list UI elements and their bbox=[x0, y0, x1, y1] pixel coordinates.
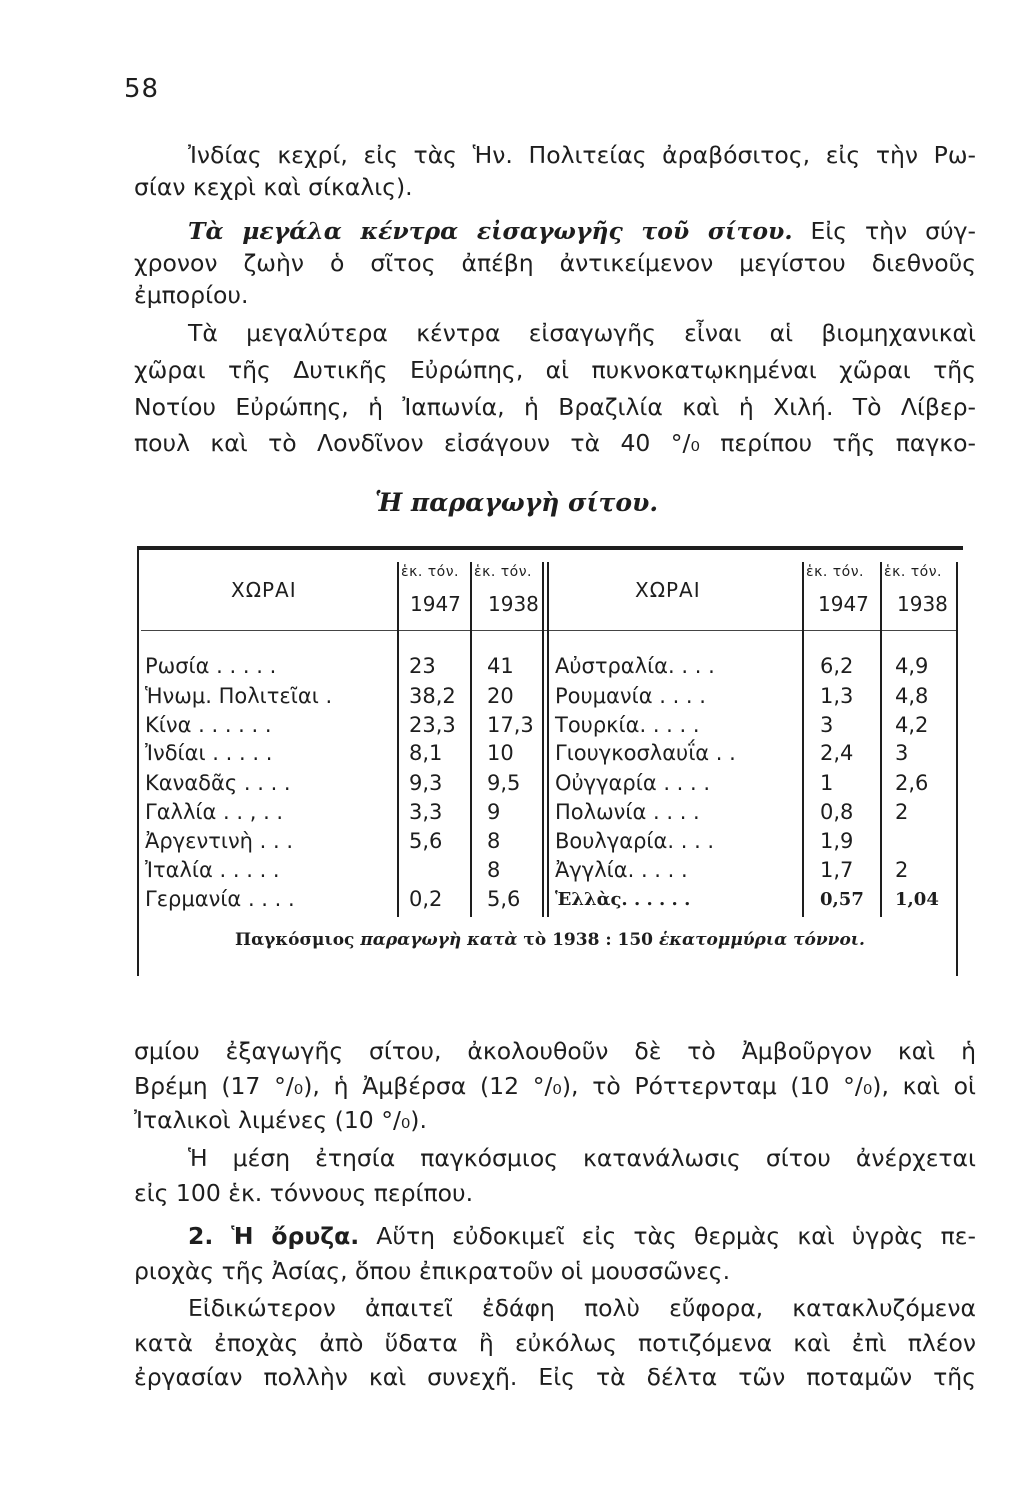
text-line: Ἡ μέση ἐτησία παγκόσμιος κατανάλωσις σίτου ἀνέρχεται bbox=[188, 1144, 976, 1172]
table-cell-1947: 1 bbox=[820, 771, 834, 795]
text-line: Νοτίου Εὐρώπης, ἡ Ἰαπωνία, ἡ Βραζιλία καὶ ἡ Χιλή. Τὸ Λίβερ- bbox=[134, 393, 976, 421]
table-cell-1938: 2 bbox=[895, 858, 909, 882]
text-line: εἰς 100 ἑκ. τόννους περίπου. bbox=[134, 1179, 474, 1207]
header-unit: ἑκ. τόν. bbox=[401, 564, 459, 580]
text-line: σμίου ἐξαγωγῆς σίτου, ἀκολουθοῦν δὲ τὸ Ἀμβοῦργον καὶ ἡ bbox=[134, 1037, 976, 1065]
text-line: ἐμπορίου. bbox=[134, 281, 249, 309]
table-cell-1938: 10 bbox=[487, 741, 514, 765]
table-divider bbox=[802, 562, 804, 917]
table-cell-1947: 0,2 bbox=[409, 887, 443, 911]
table-cell-1947: 1,9 bbox=[820, 829, 854, 853]
page-number: 58 bbox=[124, 74, 160, 104]
table-cell-1947: 23,3 bbox=[409, 713, 456, 737]
table-cell-1947: 6,2 bbox=[820, 654, 854, 678]
text-line: σίαν κεχρὶ καὶ σίκαλις). bbox=[134, 173, 413, 201]
table-cell-1938: 4,2 bbox=[895, 713, 929, 737]
header-unit: ἑκ. τόν. bbox=[474, 564, 532, 580]
table-cell-country: Ἀγγλία. . . . . bbox=[555, 858, 688, 882]
table-cell-country: Ἑλλὰς. . . . . . bbox=[555, 889, 691, 910]
table-cell-1947: 1,7 bbox=[820, 858, 854, 882]
table-cell-country: Βουλγαρία. . . . bbox=[555, 829, 715, 853]
table-cell-1947: 23 bbox=[409, 654, 436, 678]
table-border-left bbox=[137, 550, 139, 976]
table-cell-country: Πολωνία . . . . bbox=[555, 800, 700, 824]
section-heading: Τὰ μεγάλα κέντρα εἰσαγωγῆς τοῦ σίτου. bbox=[188, 217, 793, 245]
header-year-1947: 1947 bbox=[410, 592, 461, 616]
table-cell-country: Ρουμανία . . . . bbox=[555, 684, 706, 708]
text-line: χρονον ζωὴν ὁ σῖτος ἀπέβη ἀντικείμενον μεγίστου διεθνοῦς bbox=[134, 249, 976, 277]
table-cell-1938: 5,6 bbox=[487, 887, 521, 911]
header-year-1947: 1947 bbox=[818, 592, 869, 616]
table-cell-1947: 2,4 bbox=[820, 741, 854, 765]
table-cell-1938: 9 bbox=[487, 800, 501, 824]
table-cell-country: Ἀργεντινὴ . . . bbox=[145, 829, 294, 853]
header-countries: ΧΩΡΑΙ bbox=[231, 578, 297, 602]
table-cell-1947: 0,57 bbox=[820, 889, 864, 910]
section-heading-line: 2. Ἡ ὄρυζα. Αὕτη εὐδοκιμεῖ εἰς τὰς θερμὰς καὶ ὑγρὰς πε- bbox=[188, 1222, 976, 1250]
table-cell-1947: 8,1 bbox=[409, 741, 443, 765]
table-divider bbox=[880, 562, 882, 917]
table-divider bbox=[397, 562, 399, 917]
table-cell-1938: 4,9 bbox=[895, 654, 929, 678]
header-countries: ΧΩΡΑΙ bbox=[635, 578, 701, 602]
text-line: κατὰ ἐποχὰς ἀπὸ ὕδατα ἢ εὐκόλως ποτιζόμενα καὶ ἐπὶ πλέον bbox=[134, 1329, 976, 1357]
table-top-rule bbox=[137, 546, 963, 550]
table-footnote: Παγκόσμιος παραγωγὴ κατὰ τὸ 1938 : 150 ἑκατομμύρια τόννοι. bbox=[235, 930, 865, 950]
section-heading-line: Τὰ μεγάλα κέντρα εἰσαγωγῆς τοῦ σίτου. Εἰς τὴν σύγ- bbox=[188, 217, 976, 245]
table-cell-1938: 1,04 bbox=[895, 889, 939, 910]
text-line: ριοχὰς τῆς Ἀσίας, ὅπου ἐπικρατοῦν οἱ μουσσῶνες. bbox=[134, 1257, 731, 1285]
table-cell-1947: 1,3 bbox=[820, 684, 854, 708]
table-cell-1947: 5,6 bbox=[409, 829, 443, 853]
header-year-1938: 1938 bbox=[488, 592, 539, 616]
table-border-right bbox=[956, 562, 958, 976]
table-cell-country: Ἰταλία . . . . . bbox=[145, 858, 280, 882]
wheat-production-table bbox=[137, 546, 963, 976]
text-line: Ἰνδίας κεχρί, εἰς τὰς Ἡν. Πολιτείας ἀραβόσιτος, εἰς τὴν Ρω- bbox=[188, 141, 976, 169]
table-cell-country: Οὐγγαρία . . . . bbox=[555, 771, 711, 795]
text-line: Τὰ μεγαλύτερα κέντρα εἰσαγωγῆς εἶναι αἱ βιομηχανικαὶ bbox=[188, 319, 976, 347]
table-cell-1938: 2,6 bbox=[895, 771, 929, 795]
table-cell-country: Ἡνωμ. Πολιτεῖαι . bbox=[145, 684, 333, 708]
table-cell-country: Γερμανία . . . . bbox=[145, 887, 295, 911]
table-cell-country: Καναδᾶς . . . . bbox=[145, 771, 291, 795]
text-line: χῶραι τῆς Δυτικῆς Εὐρώπης, αἱ πυκνοκατῳκημέναι χῶραι τῆς bbox=[134, 356, 976, 384]
table-divider bbox=[470, 562, 472, 917]
section-heading: 2. Ἡ ὄρυζα. bbox=[188, 1222, 360, 1250]
table-cell-1938: 3 bbox=[895, 741, 909, 765]
table-title: Ἡ παραγωγὴ σίτου. bbox=[374, 488, 659, 517]
table-cell-1938: 20 bbox=[487, 684, 514, 708]
text-line: ἐργασίαν πολλὴν καὶ συνεχῆ. Εἰς τὰ δέλτα τῶν ποταμῶν τῆς bbox=[134, 1363, 976, 1391]
text-line: Εἰδικώτερον ἀπαιτεῖ ἐδάφη πολὺ εὔφορα, κατακλυζόμενα bbox=[188, 1294, 976, 1322]
table-cell-1938: 17,3 bbox=[487, 713, 534, 737]
table-cell-1947: 3,3 bbox=[409, 800, 443, 824]
table-cell-country: Κίνα . . . . . . bbox=[145, 713, 272, 737]
text-line: πουλ καὶ τὸ Λονδῖνον εἰσάγουν τὰ 40 °/₀ περίπου τῆς παγκο- bbox=[134, 429, 976, 457]
header-unit: ἑκ. τόν. bbox=[806, 564, 864, 580]
text-line: Ἰταλικοὶ λιμένες (10 °/₀). bbox=[134, 1106, 427, 1134]
table-cell-country: Αὐστραλία. . . . bbox=[555, 654, 715, 678]
table-cell-country: Γαλλία . . , . . bbox=[145, 800, 284, 824]
table-divider bbox=[547, 562, 549, 917]
table-cell-1938: 41 bbox=[487, 654, 514, 678]
table-cell-1947: 38,2 bbox=[409, 684, 456, 708]
text-line: Βρέμη (17 °/₀), ἡ Ἀμβέρσα (12 °/₀), τὸ Ρόττερνταμ (10 °/₀), καὶ οἱ bbox=[134, 1072, 976, 1100]
table-cell-1947: 9,3 bbox=[409, 771, 443, 795]
header-year-1938: 1938 bbox=[897, 592, 948, 616]
table-cell-1938: 4,8 bbox=[895, 684, 929, 708]
table-cell-country: Τουρκία. . . . . bbox=[555, 713, 700, 737]
table-cell-country: Ρωσία . . . . . bbox=[145, 654, 277, 678]
table-cell-1938: 8 bbox=[487, 858, 501, 882]
table-cell-1938: 8 bbox=[487, 829, 501, 853]
table-cell-1938: 9,5 bbox=[487, 771, 521, 795]
table-cell-country: Ἰνδίαι . . . . . bbox=[145, 741, 273, 765]
table-divider bbox=[542, 562, 544, 917]
table-cell-country: Γιουγκοσλαυΐα . . bbox=[555, 741, 736, 765]
table-cell-1947: 0,8 bbox=[820, 800, 854, 824]
table-cell-1947: 3 bbox=[820, 713, 834, 737]
header-unit: ἑκ. τόν. bbox=[884, 564, 942, 580]
table-cell-1938: 2 bbox=[895, 800, 909, 824]
